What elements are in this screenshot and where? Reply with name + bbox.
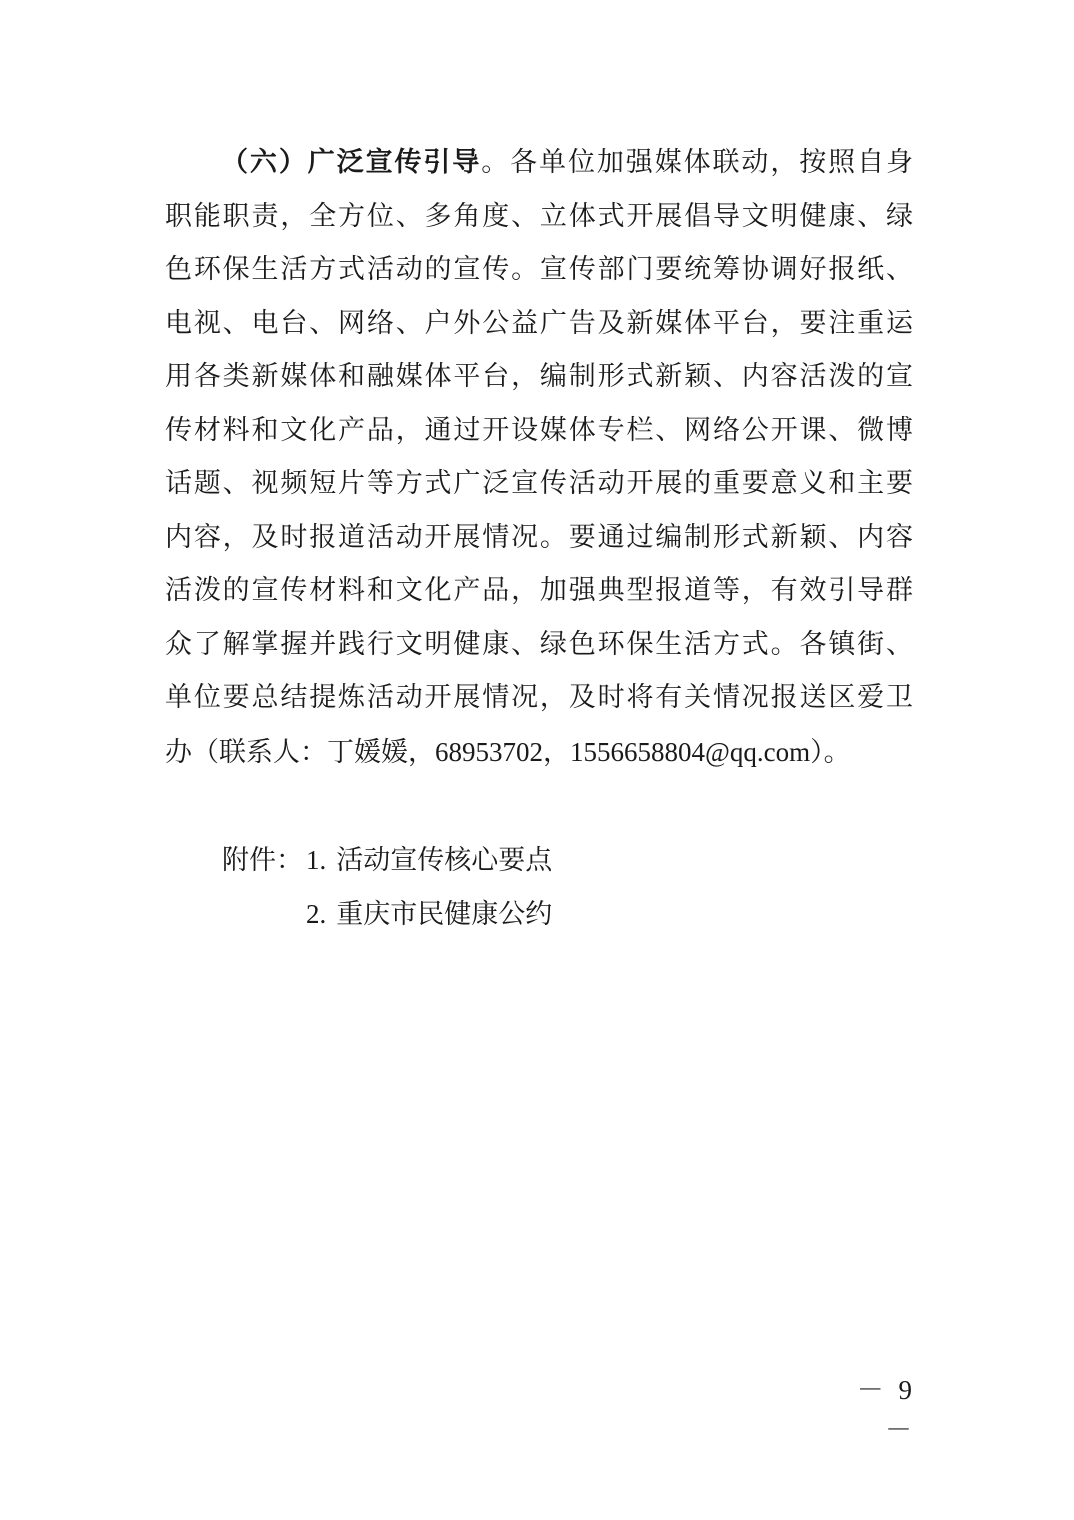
paragraph-line: 职能职责，全方位、多角度、立体式开展倡导文明健康、绿 — [165, 200, 913, 232]
paragraph-line: 众了解掌握并践行文明健康、绿色环保生活方式。各镇街、 — [165, 628, 913, 660]
main-paragraph — [165, 141, 913, 783]
paragraph-line — [165, 141, 913, 195]
paragraph-line: 话题、视频短片等方式广泛宣传活动开展的重要意义和主要 — [165, 468, 913, 499]
contact-line — [165, 730, 913, 784]
paragraph-line-text: 。各单位加强媒体联动，按照自身 — [481, 147, 914, 178]
paragraph-line: 传材料和文化产品，通过开设媒体专栏、网络公开课、微博 — [165, 414, 913, 446]
contact-email: 1556658804@qq.com — [570, 736, 811, 767]
contact-prefix: 办（联系人：丁媛媛， — [165, 736, 435, 768]
section-heading: （六）广泛宣传引导 — [221, 147, 482, 178]
attachment-title: 活动宣传核心要点 — [336, 845, 553, 876]
attachment-number: 1. — [306, 845, 327, 875]
paragraph-line: 内容，及时报道活动开展情况。要通过编制形式新颖、内容 — [165, 521, 913, 553]
paragraph-line: 单位要总结提炼活动开展情况，及时将有关情况报送区爱卫 — [165, 682, 913, 713]
contact-separator: ， — [543, 736, 570, 768]
contact-phone: 68953702 — [435, 736, 543, 767]
attachment-number: 2. — [306, 898, 327, 929]
paragraph-line: 用各类新媒体和融媒体平台，编制形式新颖、内容活泼的宣 — [165, 361, 913, 392]
paragraph-line: 电视、电台、网络、户外公益广告及新媒体平台，要注重运 — [165, 307, 913, 339]
attachment-item — [222, 838, 822, 892]
attachments-list — [222, 838, 822, 945]
attachments-label: 附件： — [222, 845, 303, 876]
page-number: － 9 － — [856, 1375, 916, 1445]
paragraph-line: 活泼的宣传材料和文化产品，加强典型报道等，有效引导群 — [165, 575, 913, 606]
contact-suffix: ）。 — [810, 736, 851, 768]
attachment-item — [222, 892, 822, 946]
paragraph-line: 色环保生活方式活动的宣传。宣传部门要统筹协调好报纸、 — [165, 254, 913, 285]
attachment-title: 重庆市民健康公约 — [336, 898, 553, 930]
